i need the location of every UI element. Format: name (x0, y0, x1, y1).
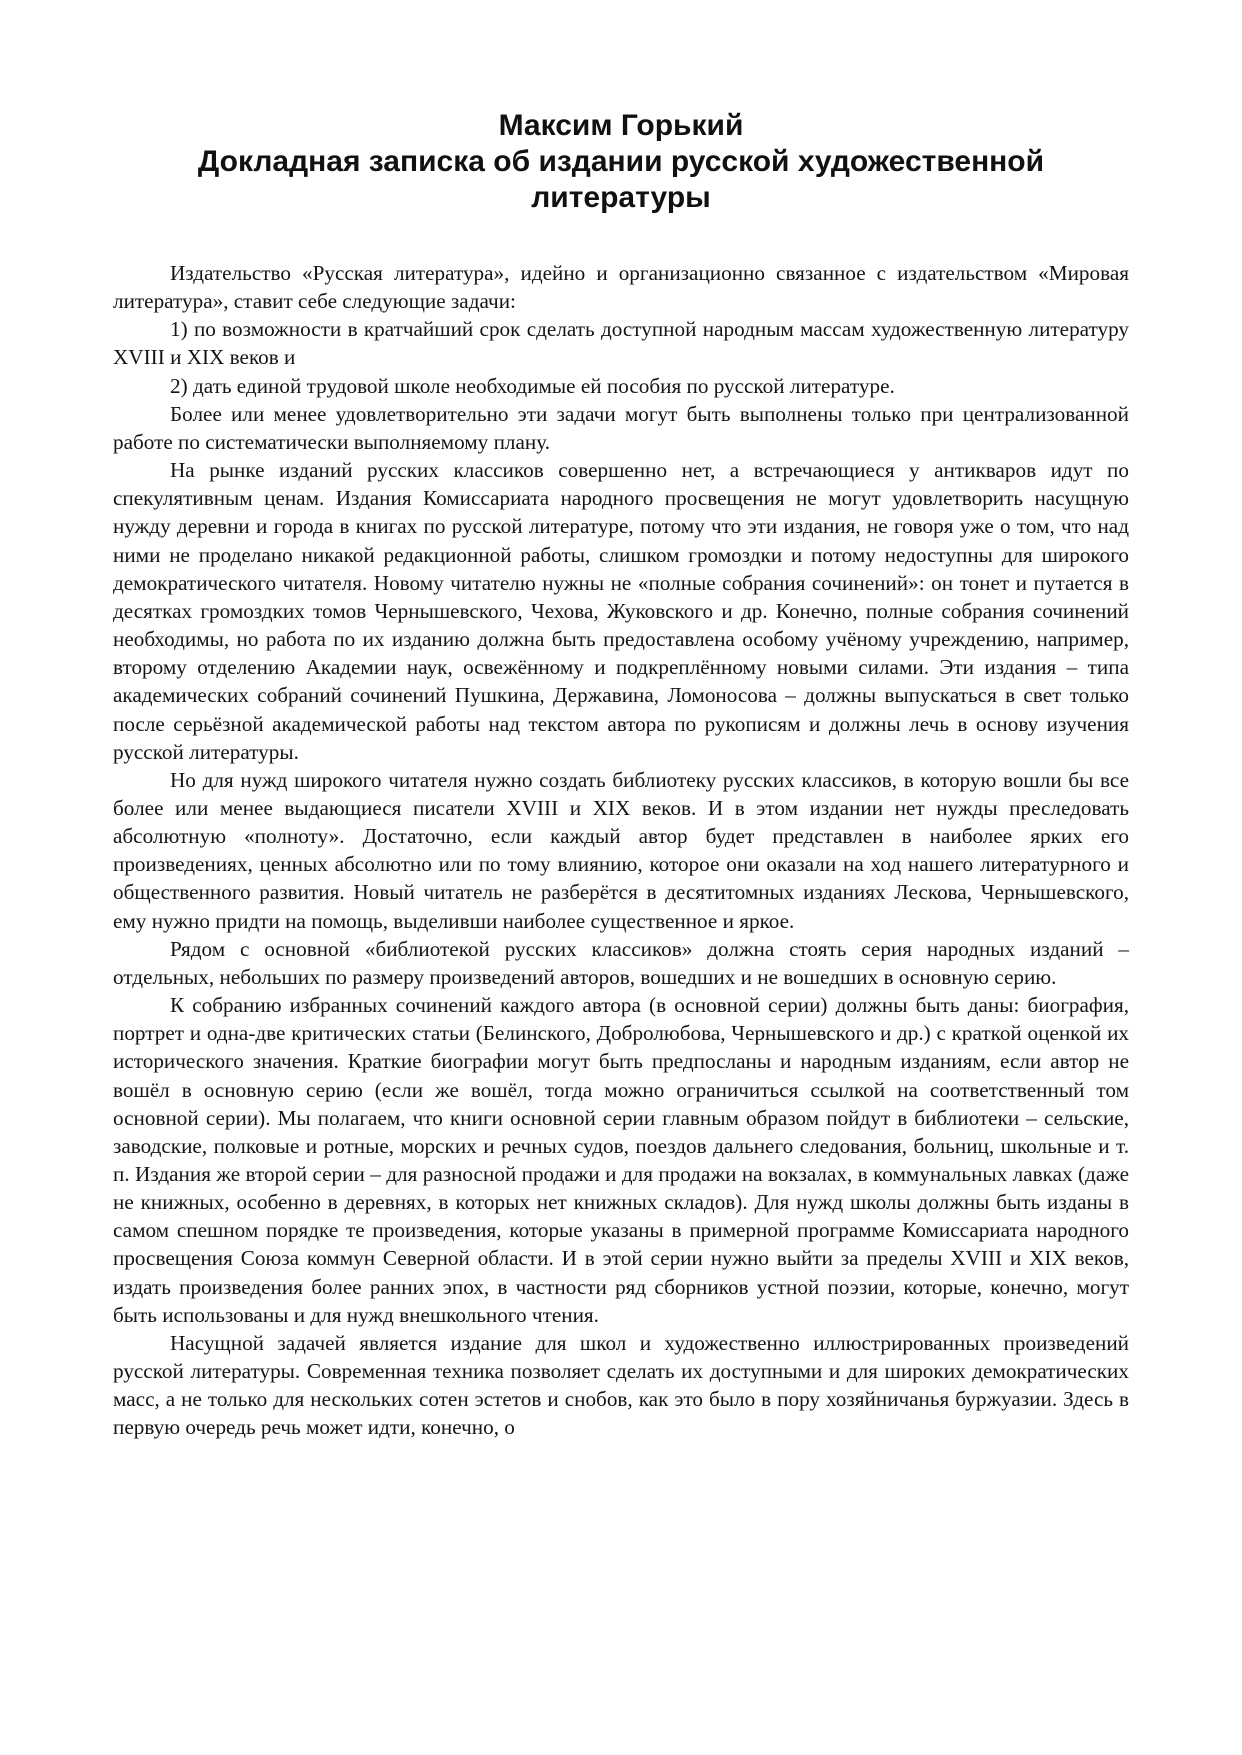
list-item: 2) дать единой трудовой школе необходимые ей пособия по русской литературе. (170, 373, 895, 398)
author-name: Максим Горький (498, 109, 744, 142)
title-block (100, 108, 1142, 216)
paragraph: Но для нужд широкого читателя нужно создать библиотеку русских классиков, в которую вошли бы все более или менее выдающиеся писатели XVIII и XIX веков. И в этом издании нет нужды преследовать абсолютную «полноту». Достаточно, если каждый автор будет представлен в наиболее ярких его произведениях, ценных абсолютно или по тому влиянию, которое они оказали на ход нашего литературного и общественного развития. Новый читатель не разберётся в десятитомных изданиях Лескова, Чернышевского, ему нужно придти на помощь, выделивши наиболее существенное и яркое. (113, 767, 1129, 933)
document-title-line-2: литературы (531, 181, 711, 214)
document-body (113, 259, 1129, 1442)
paragraph: Издательство «Русская литература», идейно и организационно связанное с издательством «Мировая литература», ставит себе следующие задачи: (113, 261, 1129, 314)
paragraph: Более или менее удовлетворительно эти задачи могут быть выполнены только при централизованной работе по систематически выполняемому плану. (113, 401, 1129, 454)
paragraph: На рынке изданий русских классиков совершенно нет, а встречающиеся у антикваров идут по спекулятивным ценам. Издания Комиссариата народного просвещения не могут удовлетворить насущную нужду деревни и города в книгах по русской литературе, потому что эти издания, не говоря уже о том, что над ними не проделано никакой редакционной работы, слишком громоздки и потому недоступны для широкого демократического читателя. Новому читателю нужны не «полные собрания сочинений»: он тонет и путается в десятках громоздких томов Чернышевского, Чехова, Жуковского и др. Конечно, полные собрания сочинений необходимы, но работа по их изданию должна быть предоставлена особому учёному учреждению, например, второму отделению Академии наук, освежённому и подкреплённому новыми силами. Эти издания – типа академических собраний сочинений Пушкина, Державина, Ломоносова – должны выпускаться в свет только после серьёзной академической работы над текстом автора по рукописям и должны лечь в основу изучения русской литературы. (113, 458, 1129, 764)
list-item: 1) по возможности в кратчайший срок сделать доступной народным массам художественную литературу XVIII и XIX веков и (113, 317, 1129, 370)
paragraph: Насущной задачей является издание для школ и художественно иллюстрированных произведений русской литературы. Современная техника позволяет сделать их доступными и для широких демократических масс, а не только для нескольких сотен эстетов и снобов, как это было в пору хозяйничанья буржуазии. Здесь в первую очередь речь может идти, конечно, о (113, 1330, 1129, 1440)
paragraph: К собранию избранных сочинений каждого автора (в основной серии) должны быть даны: биография, портрет и одна-две критических статьи (Белинского, Добролюбова, Чернышевского и др.) с краткой оценкой их исторического значения. Краткие биографии могут быть предпосланы и народным изданиям, если автор не вошёл в основную серию (если же вошёл, тогда можно ограничиться ссылкой на соответственный том основной серии). Мы полагаем, что книги основной серии главным образом пойдут в библиотеки – сельские, заводские, полковые и ротные, морских и речных судов, поездов дальнего следования, больниц, школьные и т. п. Издания же второй серии – для разносной продажи и для продажи на вокзалах, в коммунальных лавках (даже не книжных, особенно в деревнях, в которых нет книжных складов). Для нужд школы должны быть изданы в самом спешном порядке те произведения, которые указаны в примерной программе Комиссариата народного просвещения Союза коммун Северной области. И в этой серии нужно выйти за пределы XVIII и XIX веков, издать произведения более ранних эпох, в частности ряд сборников устной поэзии, которые, конечно, могут быть использованы и для нужд внешкольного чтения. (113, 993, 1129, 1327)
paragraph: Рядом с основной «библиотекой русских классиков» должна стоять серия народных изданий – отдельных, небольших по размеру произведений авторов, вошедших и не вошедших в основную серию. (113, 936, 1129, 989)
document-title-line-1: Докладная записка об издании русской художественной (197, 145, 1045, 178)
